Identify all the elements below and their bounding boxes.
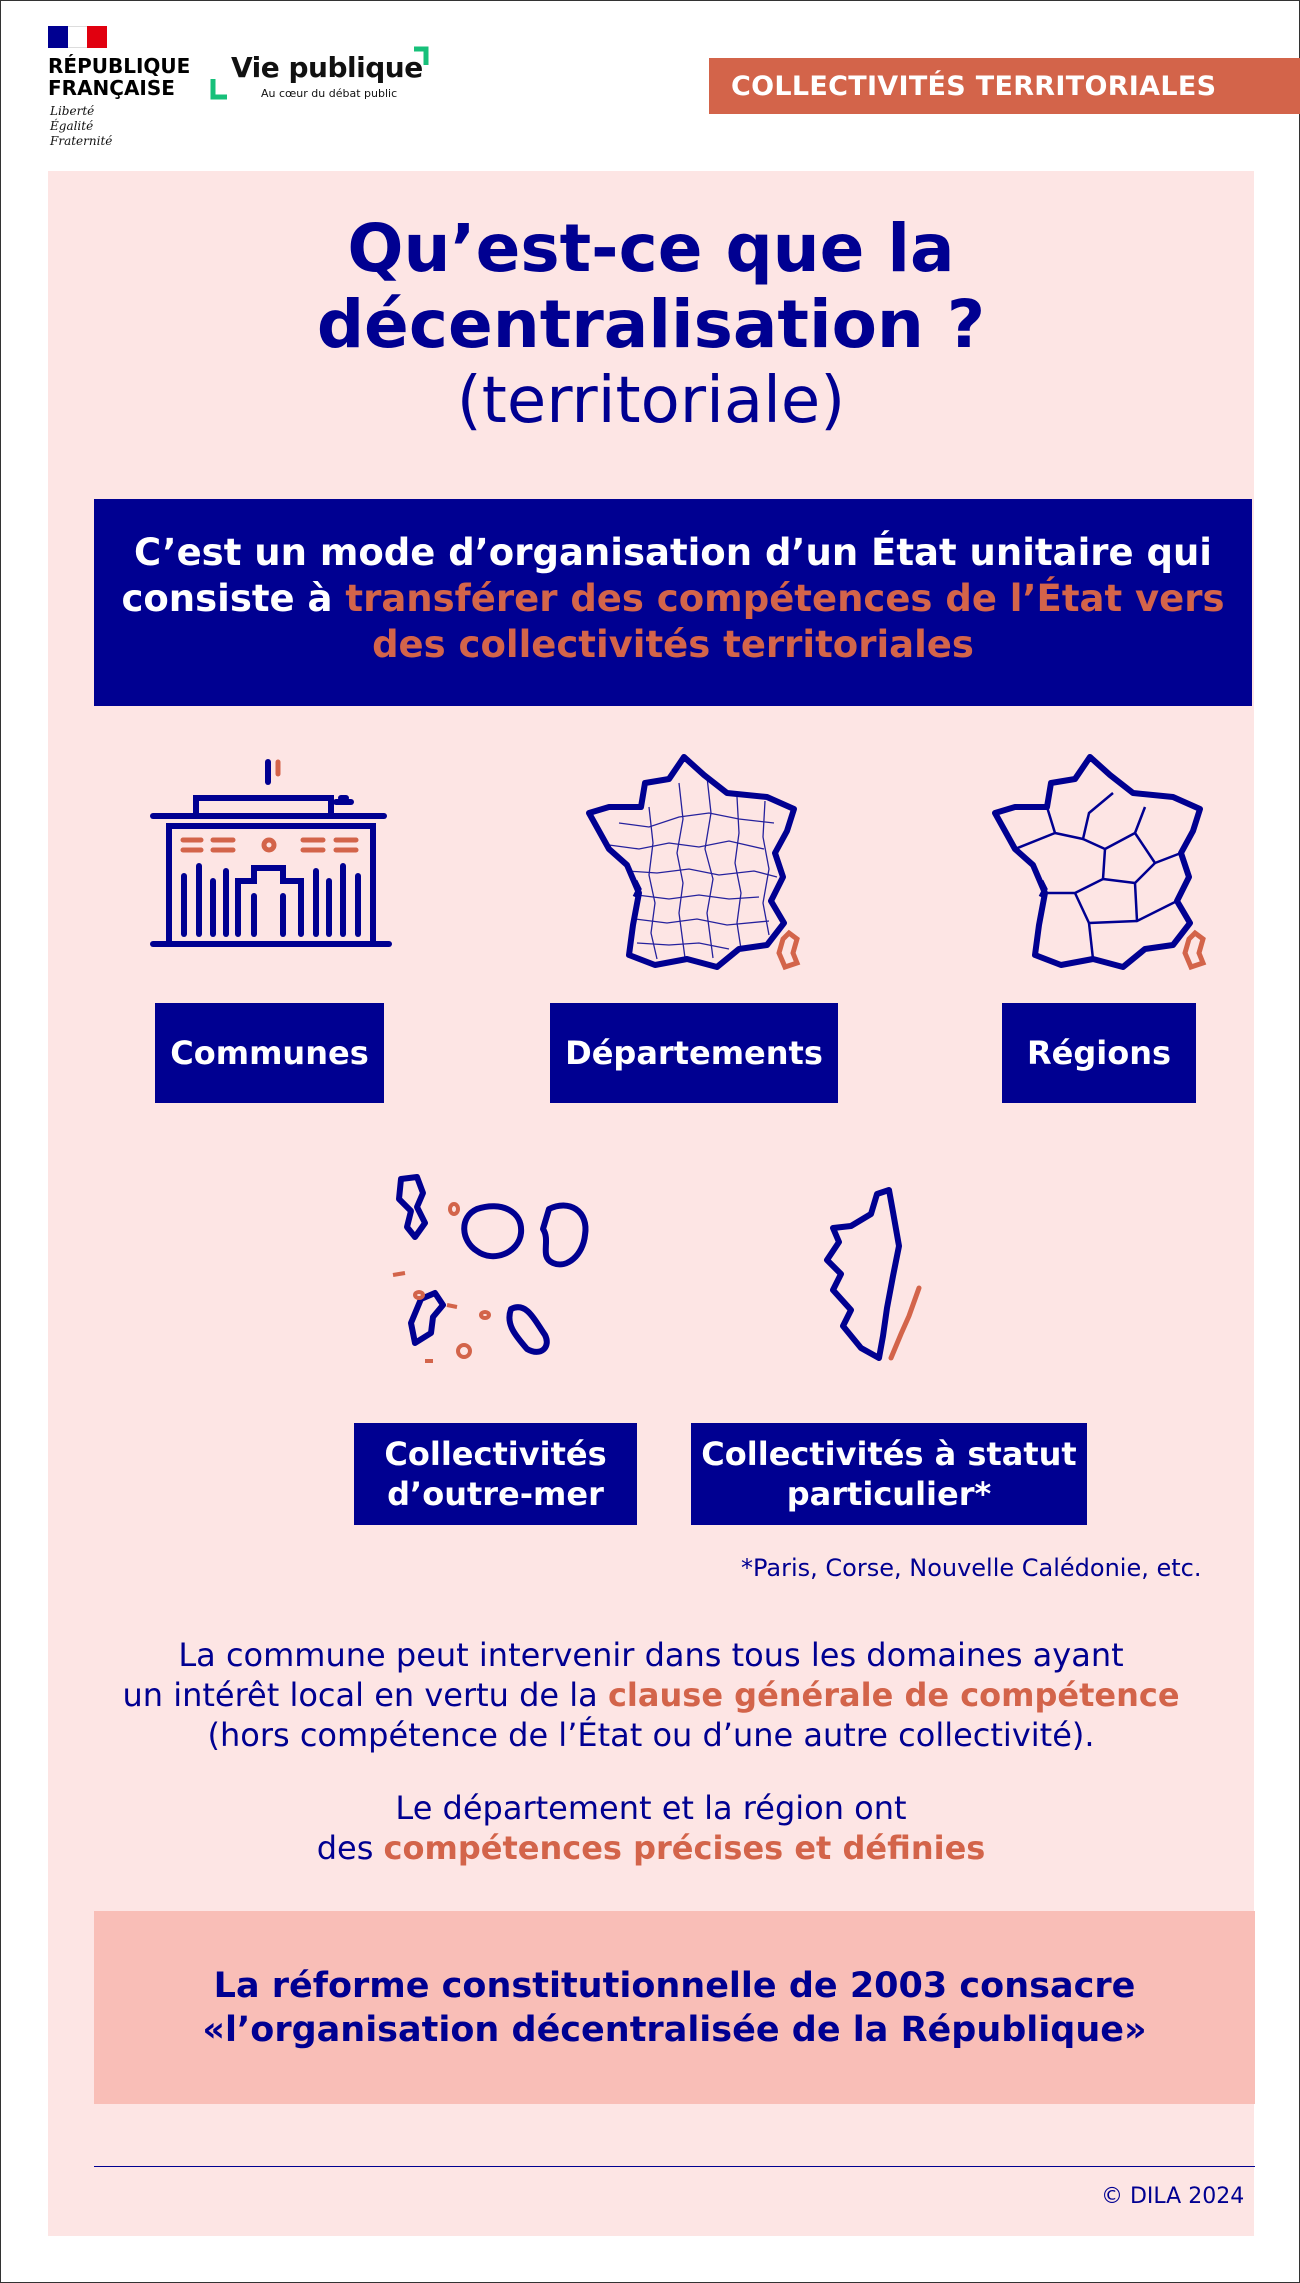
- town-hall-icon: [151, 756, 391, 951]
- definition-box: C’est un mode d’organisation d’un État unitaire qui consiste à transférer des compétences de l’État vers des collectivités territoriales: [94, 499, 1252, 706]
- label-communes: Communes: [155, 1003, 384, 1103]
- label-outre-mer: Collectivités d’outre-mer: [354, 1423, 637, 1525]
- france-departements-map-icon: [579, 753, 809, 975]
- vie-publique-tagline: Au cœur du débat public: [261, 87, 398, 100]
- corsica-mark: [779, 933, 797, 967]
- page-subtitle: (territoriale): [456, 364, 846, 438]
- category-banner: COLLECTIVITÉS TERRITORIALES: [709, 58, 1300, 114]
- france-regions-map-icon: [985, 753, 1215, 975]
- page-title: Qu’est-ce que la décentralisation ?: [316, 210, 986, 363]
- label-departements: Départements: [550, 1003, 838, 1103]
- label-statut-particulier: Collectivités à statut particulier*: [691, 1423, 1087, 1525]
- vie-publique-logo: Vie publique: [231, 51, 423, 84]
- overseas-islands-icon: [381, 1171, 611, 1369]
- footnote: *Paris, Corse, Nouvelle Calédonie, etc.: [741, 1554, 1202, 1582]
- republique-francaise-name: RÉPUBLIQUE FRANÇAISE: [48, 54, 191, 100]
- corsica-map-icon: [821, 1186, 926, 1366]
- copyright: © DILA 2024: [1101, 2184, 1245, 2209]
- reform-box: La réforme constitutionnelle de 2003 consacre «l’organisation décentralisée de la République»: [94, 1911, 1255, 2104]
- republique-motto: Liberté Égalité Fraternité: [50, 104, 113, 148]
- footer-divider: [94, 2166, 1255, 2167]
- label-regions: Régions: [1002, 1003, 1196, 1103]
- republique-francaise-flag-logo: [48, 26, 107, 48]
- commune-paragraph: La commune peut intervenir dans tous les domaines ayant un intérêt local en vertu de la clause générale de compétence (hors compétence de l’État ou d’une autre collectivité).: [122, 1636, 1180, 1754]
- corsica-mark: [1185, 933, 1203, 967]
- departement-region-paragraph: Le département et la région ont des compétences précises et définies: [316, 1789, 986, 1867]
